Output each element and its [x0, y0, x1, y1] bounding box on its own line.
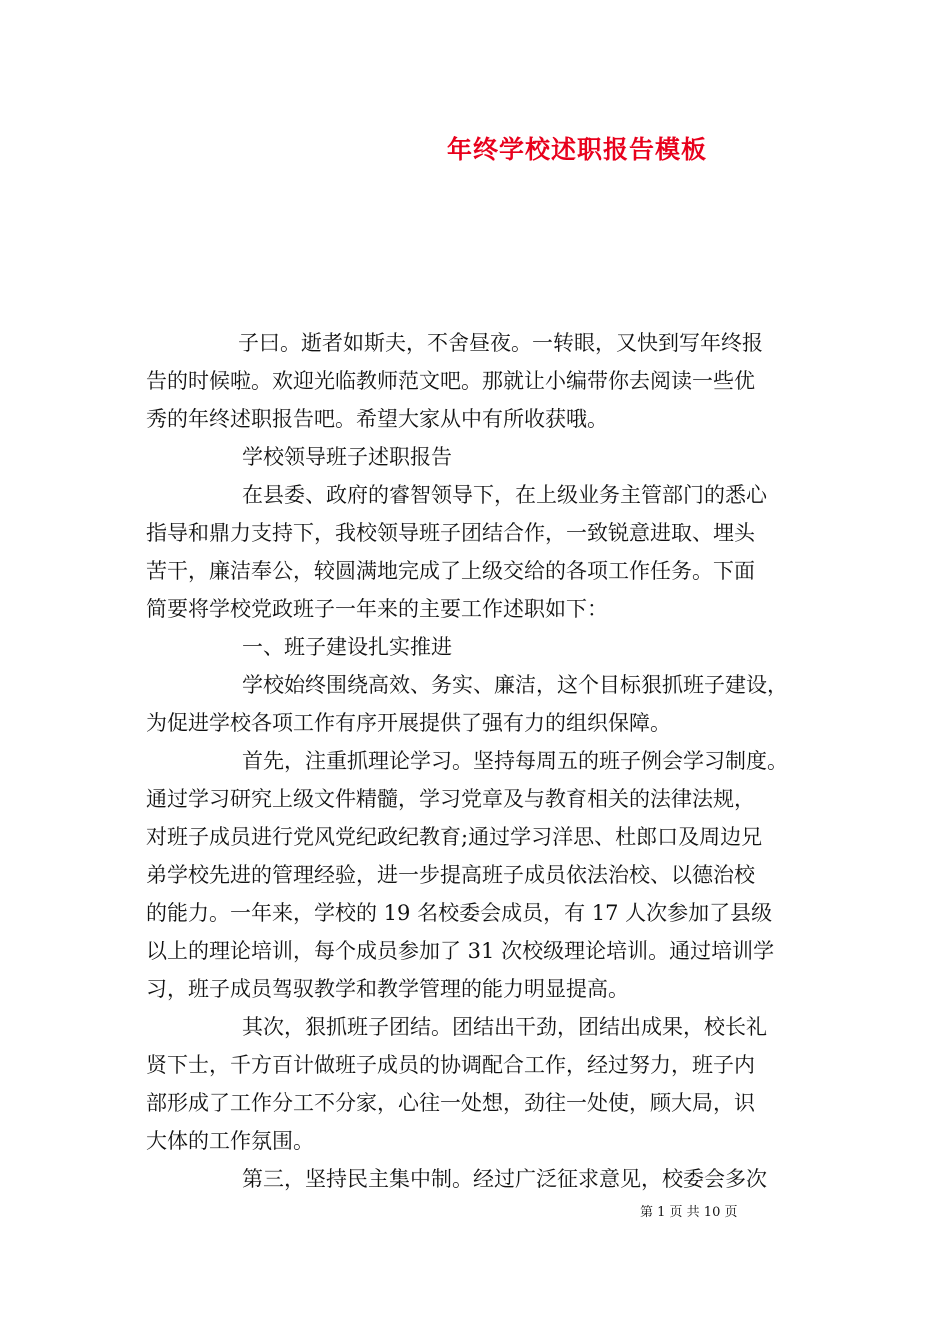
paragraph-line: 贤下士，千方百计做班子成员的协调配合工作，经过努力，班子内 — [146, 1053, 755, 1077]
paragraph-line: 大体的工作氛围。 — [146, 1129, 314, 1153]
paragraph-line: 一、班子建设扎实推进 — [242, 635, 452, 659]
document-body — [146, 324, 826, 1198]
paragraph-line: 习，班子成员驾驭教学和教学管理的能力明显提高。 — [146, 977, 629, 1001]
document-title — [0, 134, 950, 166]
paragraph-line: 对班子成员进行党风党纪政纪教育;通过学习洋思、杜郎口及周边兄 — [146, 825, 763, 849]
paragraph-line: 第三，坚持民主集中制。经过广泛征求意见，校委会多次 — [242, 1167, 767, 1191]
paragraph-line: 弟学校先进的管理经验，进一步提高班子成员依法治校、以德治校 — [146, 863, 755, 887]
paragraph-line: 学校始终围绕高效、务实、廉洁，这个目标狠抓班子建设， — [242, 673, 788, 697]
paragraph-line: 的能力。一年来，学校的 19 名校委会成员，有 17 人次参加了县级 — [146, 901, 773, 925]
paragraph-line: 告的时候啦。欢迎光临教师范文吧。那就让小编带你去阅读一些优 — [146, 369, 755, 393]
document-title-text: 年终学校述职报告模板 — [446, 135, 707, 164]
paragraph-line: 首先，注重抓理论学习。坚持每周五的班子例会学习制度。 — [242, 749, 788, 773]
paragraph-line: 指导和鼎力支持下，我校领导班子团结合作，一致锐意进取、埋头 — [146, 521, 755, 545]
paragraph-line: 学校领导班子述职报告 — [242, 445, 452, 469]
paragraph-line: 为促进学校各项工作有序开展提供了强有力的组织保障。 — [146, 711, 671, 735]
paragraph-line: 部形成了工作分工不分家，心往一处想，劲往一处使，顾大局，识 — [146, 1091, 755, 1115]
paragraph-line: 简要将学校党政班子一年来的主要工作述职如下： — [146, 597, 608, 621]
paragraph-line: 秀的年终述职报告吧。希望大家从中有所收获哦。 — [146, 407, 608, 431]
paragraph-line: 通过学习研究上级文件精髓，学习党章及与教育相关的法律法规， — [146, 787, 755, 811]
paragraph-line: 在县委、政府的睿智领导下，在上级业务主管部门的悉心 — [242, 483, 767, 507]
paragraph-line: 苦干，廉洁奉公，较圆满地完成了上级交给的各项工作任务。下面 — [146, 559, 755, 583]
paragraph-line: 其次，狠抓班子团结。团结出干劲，团结出成果，校长礼 — [242, 1015, 767, 1039]
page-footer: 第 1 页 共 10 页 — [640, 1205, 738, 1220]
paragraph-line: 子曰。逝者如斯夫，不舍昼夜。一转眼，又快到写年终报 — [238, 331, 763, 355]
paragraph-line: 以上的理论培训，每个成员参加了 31 次校级理论培训。通过培训学 — [146, 939, 775, 963]
